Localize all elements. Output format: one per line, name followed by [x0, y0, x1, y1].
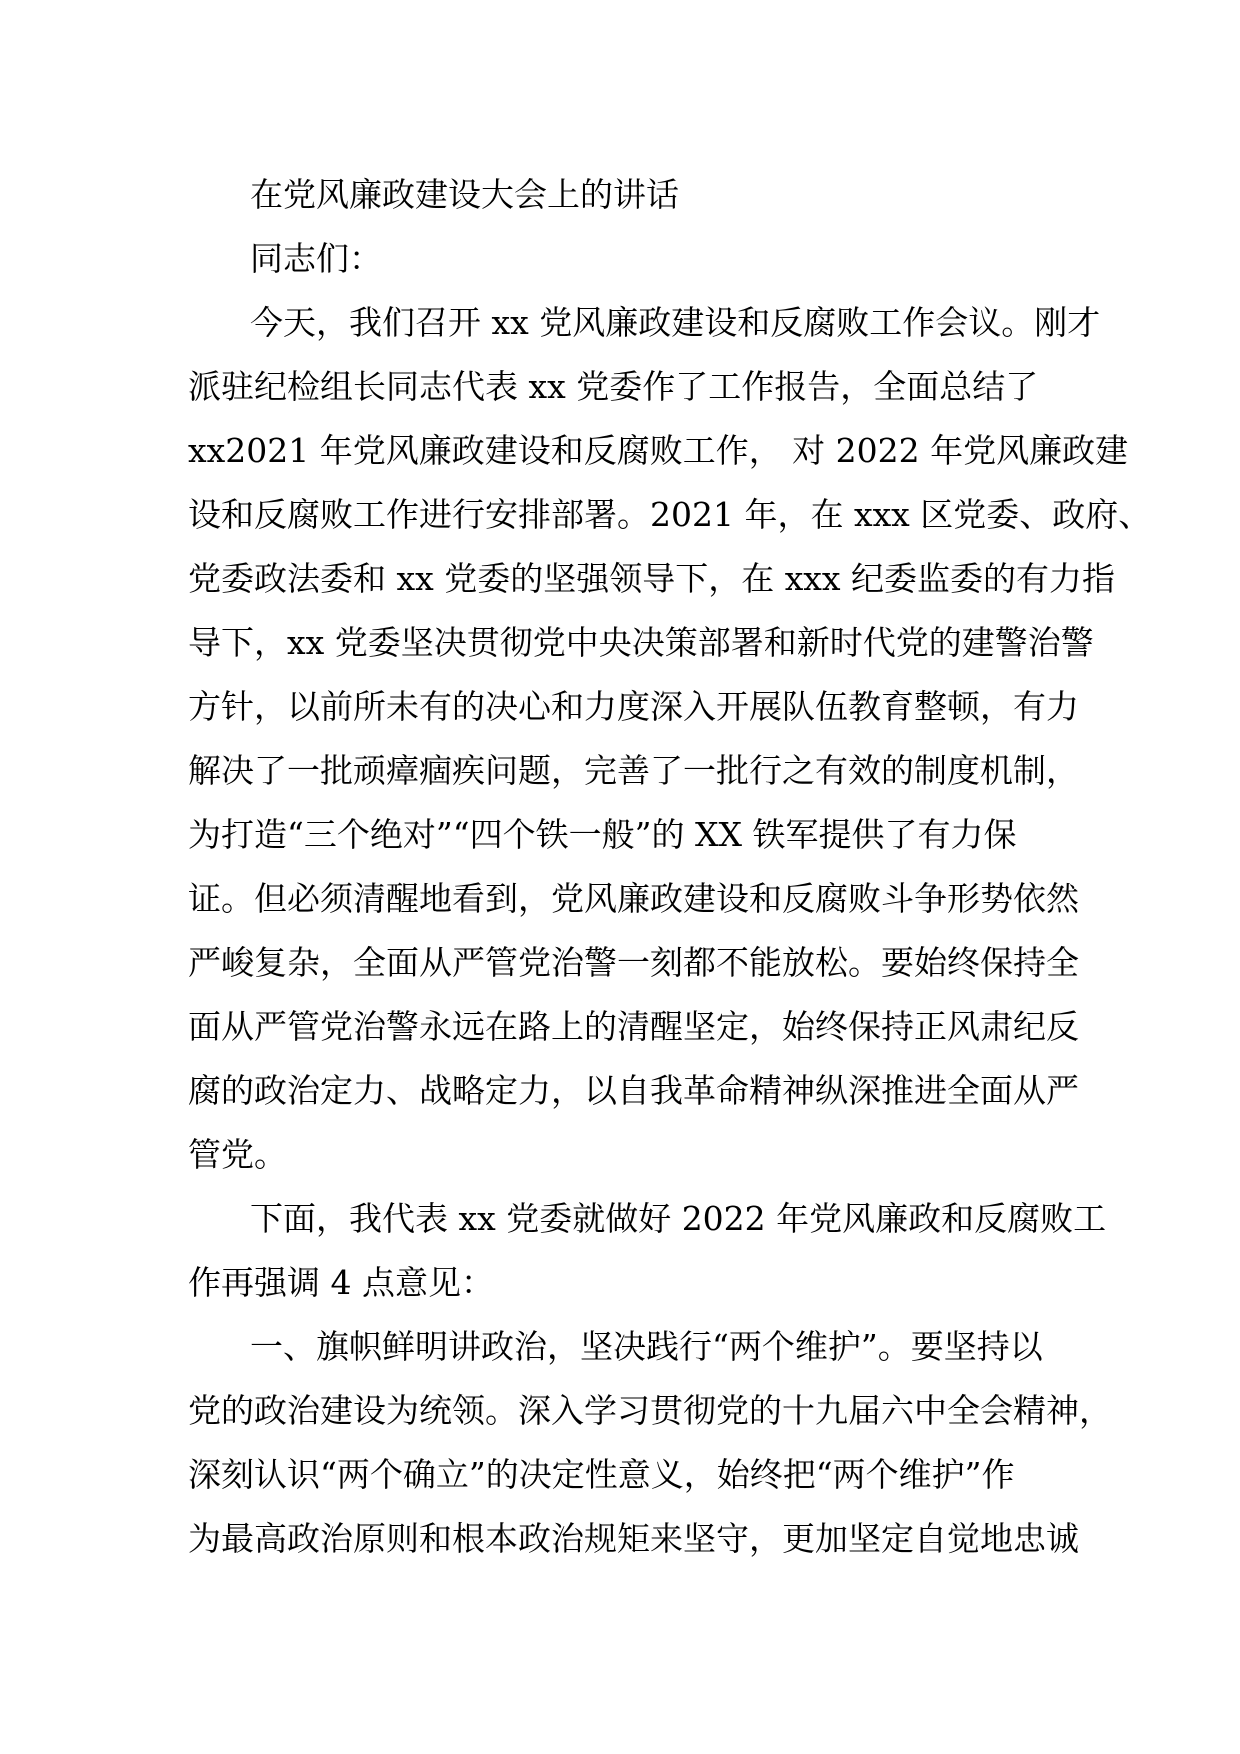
text-line: 设和反腐败工作进行安排部署。2021 年，在 xxx 区党委、政府、: [188, 495, 1152, 534]
paragraph-1: [188, 291, 1152, 1187]
text-line: 派驻纪检组长同志代表 xx 党委作了工作报告，全面总结了: [188, 367, 1039, 406]
text-line: 一、旗帜鲜明讲政治，坚决践行“两个维护”。要坚持以: [250, 1327, 1043, 1366]
document-body: [188, 163, 1152, 1571]
text-line: 腐的政治定力、战略定力，以自我革命精神纵深推进全面从严: [188, 1071, 1079, 1110]
text-line: 证。但必须清醒地看到，党风廉政建设和反腐败斗争形势依然: [188, 879, 1079, 918]
paragraph-2: [188, 1187, 1107, 1315]
text-line: 导下，xx 党委坚决贯彻党中央决策部署和新时代党的建警治警: [188, 623, 1094, 662]
text-line: 解决了一批顽瘴痼疾问题，完善了一批行之有效的制度机制，: [188, 751, 1079, 790]
text-line: 管党。: [188, 1135, 287, 1174]
text-line: 下面，我代表 xx 党委就做好 2022 年党风廉政和反腐败工: [250, 1199, 1107, 1238]
text-line: 同志们：: [250, 239, 382, 278]
text-line: 方针，以前所未有的决心和力度深入开展队伍教育整顿，有力: [188, 687, 1079, 726]
text-line: xx2021 年党风廉政建设和反腐败工作， 对 2022 年党风廉政建: [188, 431, 1129, 470]
text-line: 严峻复杂，全面从严管党治警一刻都不能放松。要始终保持全: [188, 943, 1079, 982]
text-line: 党的政治建设为统领。深入学习贯彻党的十九届六中全会精神，: [188, 1391, 1112, 1430]
text-line: 党委政法委和 xx 党委的坚强领导下，在 xxx 纪委监委的有力指: [188, 559, 1116, 598]
text-line: 深刻认识“两个确立”的决定性意义，始终把“两个维护”作: [188, 1455, 1015, 1494]
text-line: 为最高政治原则和根本政治规矩来坚守，更加坚定自觉地忠诚: [188, 1519, 1079, 1558]
text-line: 面从严管党治警永远在路上的清醒坚定，始终保持正风肃纪反: [188, 1007, 1079, 1046]
text-line: 今天，我们召开 xx 党风廉政建设和反腐败工作会议。刚才: [250, 303, 1101, 342]
text-line: 作再强调 4 点意见：: [188, 1263, 494, 1302]
text-line: 在党风廉政建设大会上的讲话: [250, 175, 679, 214]
salutation: [188, 227, 1068, 291]
text-line: 为打造“三个绝对”“四个铁一般”的 XX 铁军提供了有力保: [188, 815, 1017, 854]
paragraph-3: [188, 1315, 1112, 1571]
document-title: [188, 163, 1068, 227]
